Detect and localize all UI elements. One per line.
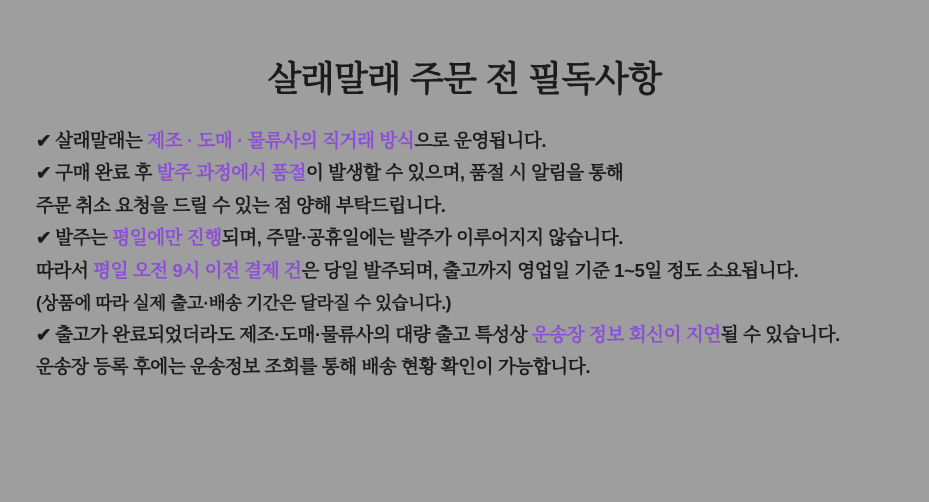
highlighted-text: 발주 과정에서 품절: [156, 162, 306, 184]
notice-text: 발주는: [55, 227, 113, 249]
highlighted-text: 평일 오전 9시 이전 결제 건: [93, 259, 302, 281]
notice-text: 출고가 완료되었더라도 제조·도매·물류사의 대량 출고 특성상: [55, 323, 532, 345]
notice-line: [36, 259, 897, 281]
notice-text: 따라서: [36, 259, 94, 281]
notice-line: [36, 294, 897, 313]
check-icon: ✔: [36, 227, 52, 249]
notice-text: 될 수 있습니다.: [720, 323, 840, 345]
notice-text: 주문 취소 요청을 드릴 수 있는 점 양해 부탁드립니다.: [36, 194, 446, 216]
notice-text: 이 발생할 수 있으며, 품절 시 알림을 통해: [305, 162, 624, 184]
page-title: 살래말래 주문 전 필독사항: [267, 60, 662, 99]
notice-line: [36, 194, 897, 216]
notice-text: 구매 완료 후: [55, 162, 157, 184]
notice-text: 으로 운영됩니다.: [414, 129, 547, 151]
notice-line: [36, 164, 897, 183]
notice-text: 살래말래는: [55, 129, 148, 151]
notice-line: [36, 358, 897, 377]
notice-line: [36, 129, 897, 151]
highlighted-text: 제조 · 도매 · 물류사의 직거래 방식: [147, 129, 415, 151]
notice-line: [36, 323, 897, 345]
highlighted-text: 평일에만 진행: [112, 227, 222, 249]
notice-text: 운송장 등록 후에는 운송정보 조회를 통해 배송 현황 확인이 가능합니다.: [36, 356, 591, 378]
notice-text: 은 당일 발주되며, 출고까지 영업일 기준 1~5일 정도 소요됩니다.: [301, 259, 799, 281]
highlighted-text: 운송장 정보 회신이 지연: [531, 323, 721, 345]
check-icon: ✔: [36, 129, 52, 151]
notice-text: 되며, 주말·공휴일에는 발주가 이루어지지 않습니다.: [221, 227, 623, 249]
notice-body: [24, 129, 905, 378]
notice-text: (상품에 따라 실제 출고·배송 기간은 달라질 수 있습니다.): [36, 293, 452, 314]
notice-line: [36, 229, 897, 248]
check-icon: ✔: [36, 162, 52, 184]
check-icon: ✔: [36, 323, 52, 345]
